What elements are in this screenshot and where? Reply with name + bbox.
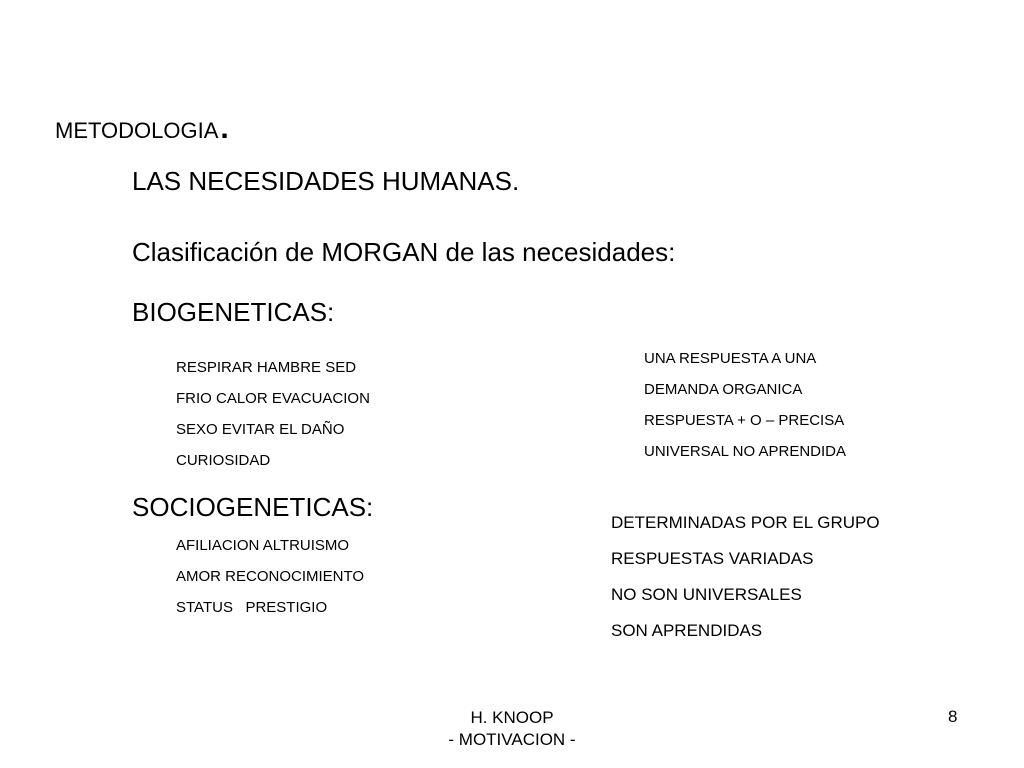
biogeneticas-notes-list: [644, 350, 846, 474]
list-item: SEXO EVITAR EL DAÑO: [176, 421, 345, 438]
page-number: 8: [948, 707, 958, 726]
sociogeneticas-heading: SOCIOGENETICAS:: [132, 492, 374, 522]
list-item: STATUS PRESTIGIO: [176, 599, 328, 616]
footer-subject: - MOTIVACION -: [448, 730, 576, 749]
list-item: UNIVERSAL NO APRENDIDA: [644, 443, 846, 460]
list-item: SON APRENDIDAS: [611, 621, 763, 640]
list-item: RESPIRAR HAMBRE SED: [176, 359, 357, 376]
list-item: CURIOSIDAD: [176, 452, 271, 469]
list-item: AMOR RECONOCIMIENTO: [176, 568, 365, 585]
footer: [410, 707, 614, 751]
list-item: UNA RESPUESTA A UNA: [644, 350, 817, 367]
list-item: AFILIACION ALTRUISMO: [176, 537, 350, 554]
biogeneticas-needs-list: [176, 359, 370, 483]
list-item: NO SON UNIVERSALES: [611, 585, 802, 604]
slide-subtitle: Clasificación de MORGAN de las necesidades:: [132, 237, 676, 267]
section-label: [55, 112, 229, 146]
footer-author: H. KNOOP: [470, 708, 554, 727]
list-item: RESPUESTAS VARIADAS: [611, 549, 814, 568]
slide-title: LAS NECESIDADES HUMANAS.: [132, 166, 520, 196]
section-label-text: METODOLOGIA: [55, 118, 219, 143]
list-item: FRIO CALOR EVACUACION: [176, 390, 370, 407]
list-item: DETERMINADAS POR EL GRUPO: [611, 513, 880, 532]
list-item: RESPUESTA + O – PRECISA: [644, 412, 845, 429]
section-label-dot: .: [220, 112, 229, 145]
list-item: DEMANDA ORGANICA: [644, 381, 803, 398]
sociogeneticas-needs-list: [176, 537, 364, 630]
biogeneticas-heading: BIOGENETICAS:: [132, 297, 335, 327]
sociogeneticas-notes-list: [611, 513, 880, 657]
